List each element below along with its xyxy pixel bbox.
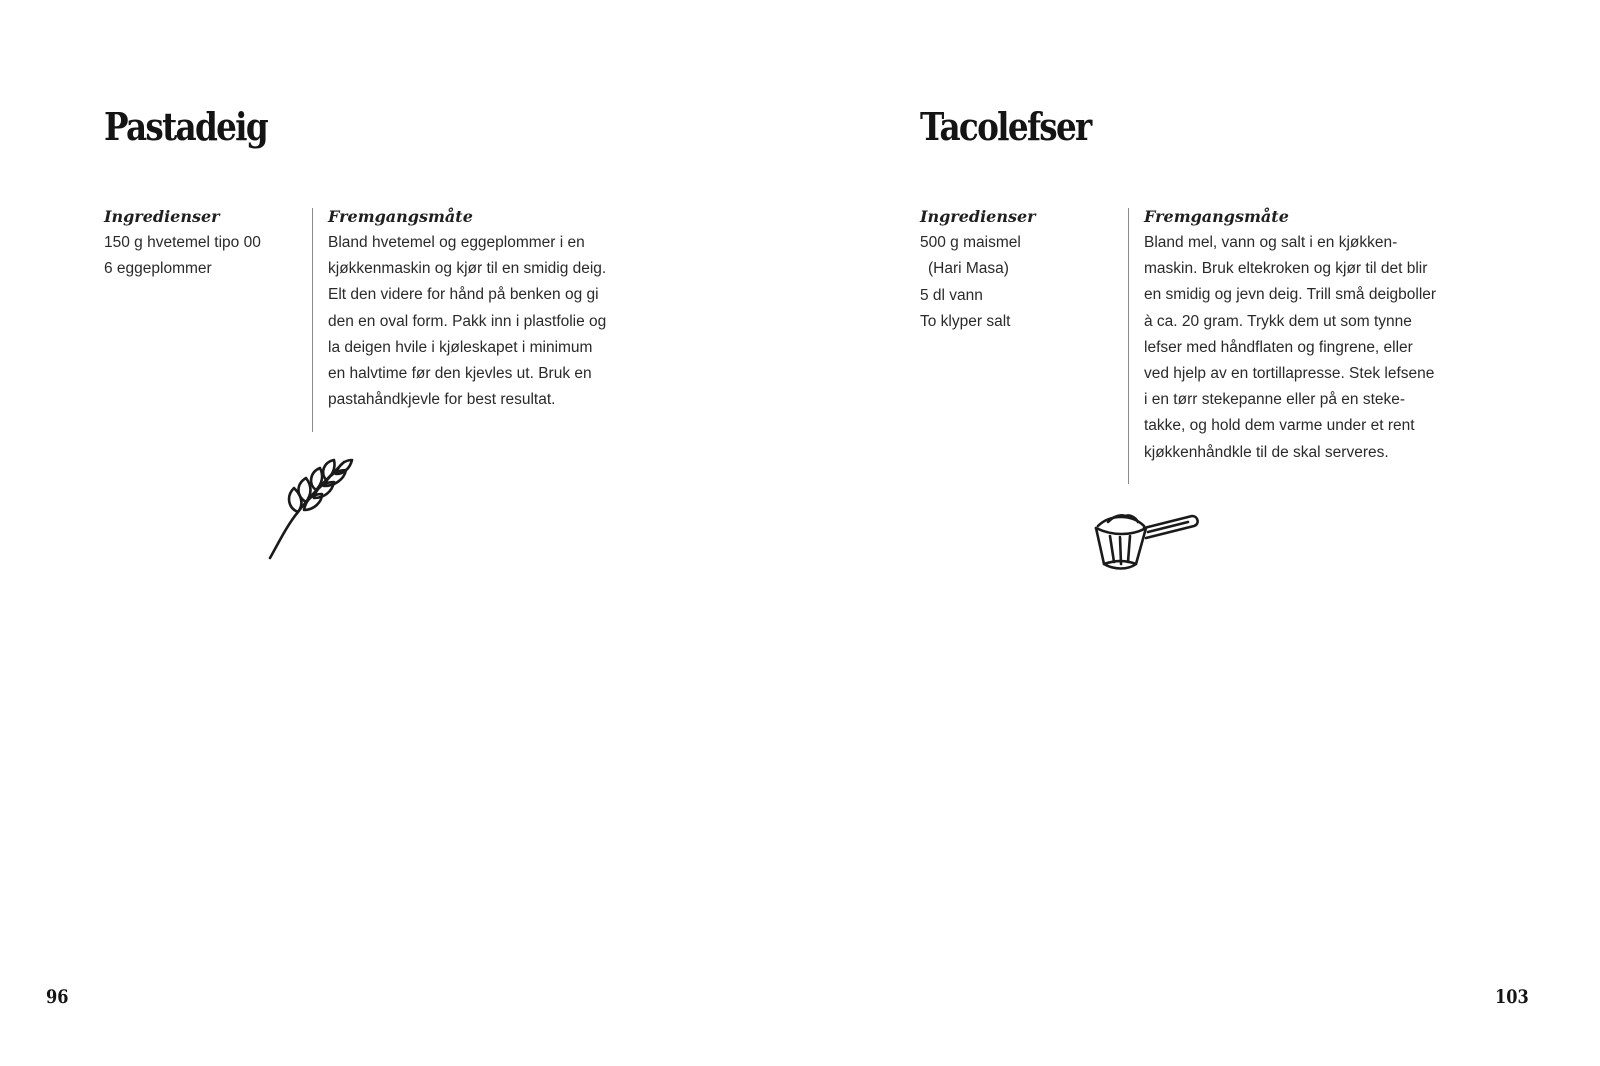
method-line: kjøkkenhåndkle til de skal serveres. xyxy=(1144,443,1389,461)
ingredients-section xyxy=(920,204,1036,336)
method-text xyxy=(1144,230,1436,466)
method-line: ved hjelp av en tortillapresse. Stek lefsene xyxy=(1144,365,1435,383)
method-heading: Fremgangsmåte xyxy=(328,207,473,226)
page-number: 96 xyxy=(45,986,69,1008)
method-line: lefser med håndflaten og fingrene, eller xyxy=(1144,338,1413,356)
method-line: en smidig og jevn deig. Trill små deigboller xyxy=(1144,286,1437,304)
column-divider xyxy=(312,208,313,432)
ingredient-item: To klyper salt xyxy=(920,313,1011,331)
method-line: den en oval form. Pakk inn i plastfolie og xyxy=(328,312,607,330)
ingredient-item: 500 g maismel xyxy=(920,234,1021,251)
ingredients-list xyxy=(920,230,1036,336)
recipe-title: Pastadeig xyxy=(104,104,267,149)
page-number: 103 xyxy=(1494,986,1529,1008)
method-line: Bland mel, vann og salt i en kjøkken- xyxy=(1144,234,1398,251)
ingredients-list xyxy=(104,230,261,283)
method-line: kjøkkenmaskin og kjør til en smidig deig. xyxy=(328,260,607,278)
method-line: en halvtime før den kjevles ut. Bruk en xyxy=(328,365,592,383)
method-line: takke, og hold dem varme under et rent xyxy=(1144,417,1415,435)
method-line: maskin. Bruk eltekroken og kjør til det blir xyxy=(1144,260,1428,278)
ingredient-item: (Hari Masa) xyxy=(928,260,1009,278)
wheat-sprig-icon xyxy=(262,452,362,564)
ingredient-item: 6 eggeplommer xyxy=(104,260,212,278)
right-page xyxy=(800,0,1600,1066)
method-line: à ca. 20 gram. Trykk dem ut som tynne xyxy=(1144,312,1412,330)
method-line: pastahåndkjevle for best resultat. xyxy=(328,391,556,409)
measuring-scoop-icon xyxy=(1090,504,1202,576)
method-line: Bland hvetemel og eggeplommer i en xyxy=(328,234,585,251)
ingredient-item: 150 g hvetemel tipo 00 xyxy=(104,234,261,251)
ingredient-item: 5 dl vann xyxy=(920,286,983,304)
column-divider xyxy=(1128,208,1129,484)
recipe-title: Tacolefser xyxy=(920,104,1091,149)
method-line: la deigen hvile i kjøleskapet i minimum xyxy=(328,338,593,356)
ingredients-section xyxy=(104,204,261,283)
method-line: Elt den videre for hånd på benken og gi xyxy=(328,286,599,304)
method-section xyxy=(1144,204,1436,466)
ingredients-heading: Ingredienser xyxy=(920,207,1036,226)
method-line: i en tørr stekepanne eller på en steke- xyxy=(1144,391,1406,409)
method-heading: Fremgangsmåte xyxy=(1144,207,1289,226)
method-text xyxy=(328,230,606,413)
method-section xyxy=(328,204,606,413)
ingredients-heading: Ingredienser xyxy=(104,207,220,226)
